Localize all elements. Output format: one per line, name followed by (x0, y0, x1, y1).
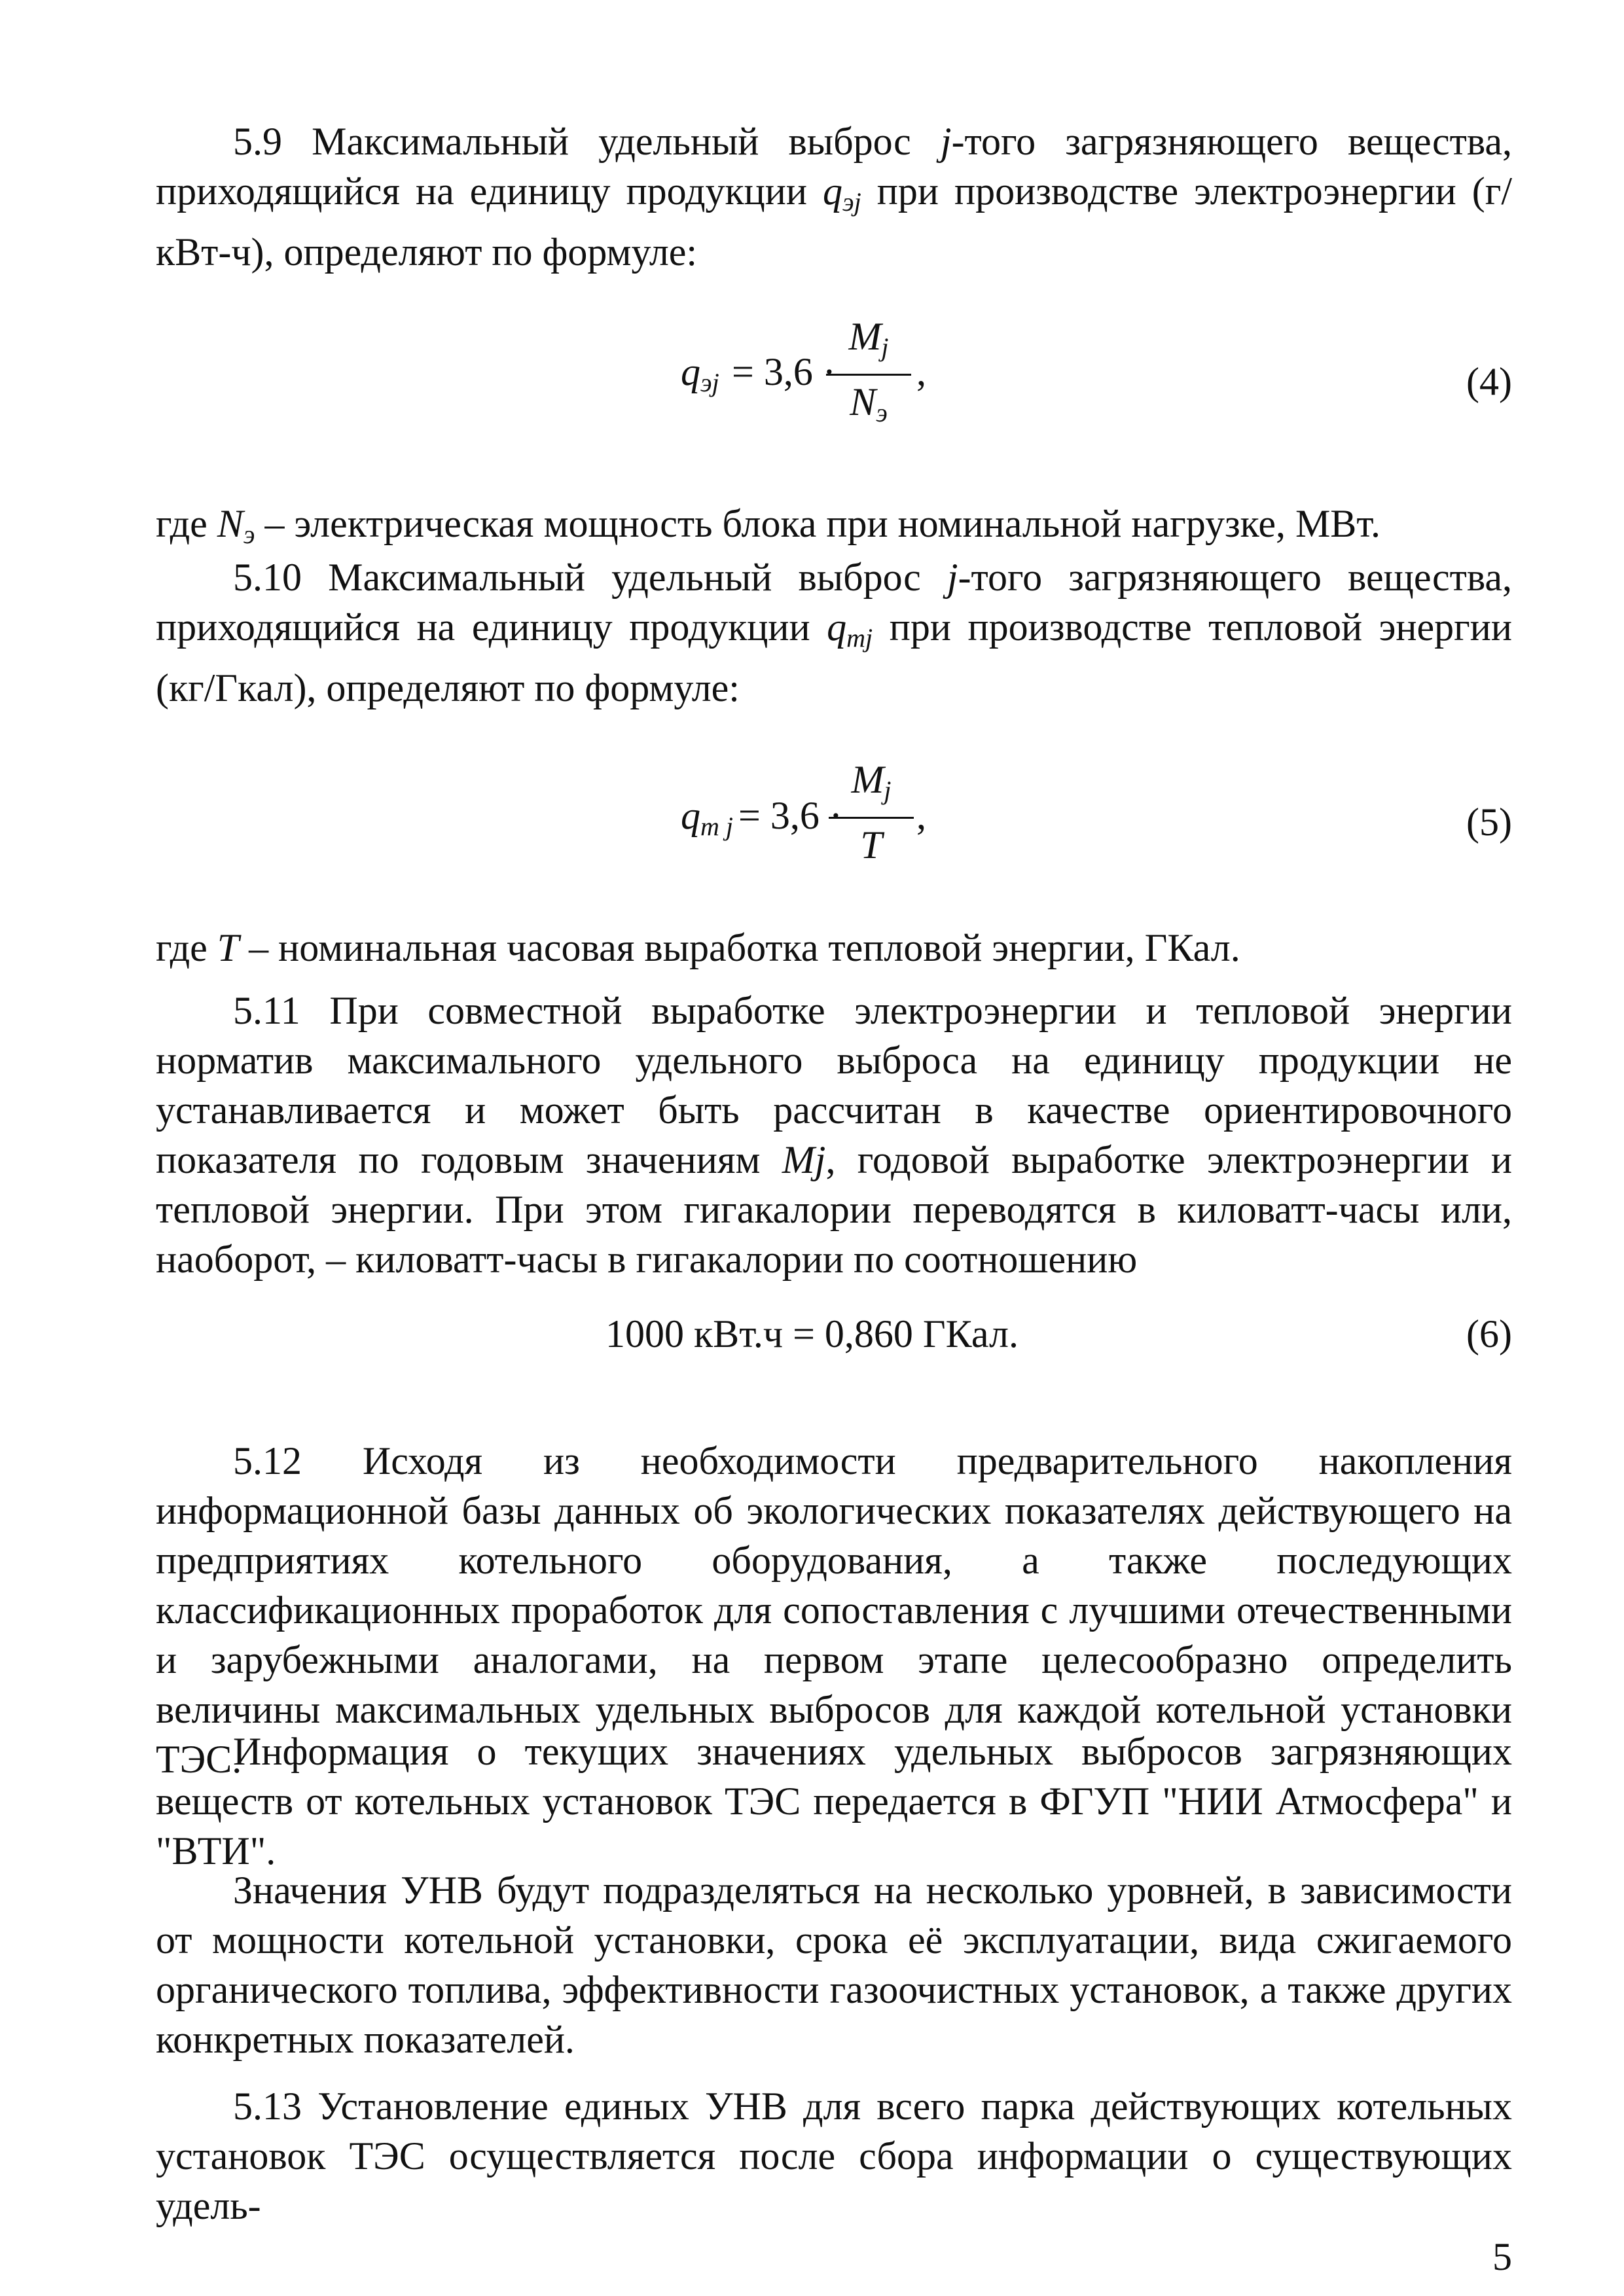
var-j: j (940, 120, 952, 163)
formula-5-lhs: $q_{т j}$ (681, 794, 733, 841)
formula-4-denominator: $N_э$ (850, 380, 888, 427)
page-number: 5 (1492, 2235, 1512, 2278)
text: -того загрязняющего вещества, приходящийся на единицу продукции (156, 120, 1512, 213)
paragraph-information: Информация о текущих значениях удельных выбросов загрязняющих веществ от котельных установок ТЭС передается в ФГУП "НИИ Атмосфера" и "ВТИ". (156, 1730, 1512, 1873)
formula-4-numerator: $M_j$ (848, 315, 889, 362)
equation-number-6: (6) (1466, 1312, 1512, 1355)
paragraph-5-11: 5.11 При совместной выработке электроэнергии и тепловой энергии норматив максимального удельного выброса на единицу продукции не устанавливается и может быть рассчитан в качестве ориентировочного показателя по годовым значениям Mj, годовой выработке электроэнергии и тепловой энергии. При этом гигакалории переводятся в киловатт-часы или, наоборот, – киловатт-часы в гигакалории по соотношению (156, 989, 1512, 1281)
paragraph-5-9 (156, 117, 1512, 277)
formula-4-lhs: $q_{эj}$ (681, 350, 719, 397)
formula-5-denominator: T (860, 823, 882, 867)
paragraph-5-13: 5.13 Установление единых УНВ для всего парка действующих котельных установок ТЭС осуществляется после сбора информации о существующих удель- (156, 2085, 1512, 2227)
fraction-bar (826, 374, 911, 376)
var-q: q (822, 170, 842, 213)
subscript: эj (842, 187, 861, 217)
paragraph-unv-levels: Значения УНВ будут подразделяться на несколько уровней, в зависимости от мощности котельной установки, срока её эксплуатации, вида сжигаемого органического топлива, эффективности газоочистных установок, а также других конкретных показателей. (156, 1869, 1512, 2061)
formula-5-equals: = 3,6 · (738, 794, 842, 837)
fraction-bar (829, 817, 914, 819)
text: при производстве электроэнергии (г/кВт-ч), определяют по формуле: (156, 170, 1512, 274)
formula-5-numerator: $M_j$ (851, 758, 892, 805)
paragraph-5-10: 5.10 Максимальный удельный выброс j-того загрязняющего вещества, приходящийся на единицу продукции $q_{тj}$ при производстве тепловой энергии (кг/Гкал), определяют по формуле: (156, 556, 1512, 709)
formula-5-fraction (829, 756, 914, 869)
formula-4-fraction (826, 313, 911, 437)
text: 5.9 Максимальный удельный выброс (233, 120, 941, 163)
formula-6-text: 1000 кВт.ч = 0,860 ГКал. (605, 1312, 1019, 1355)
paragraph-5-12: 5.12 Исходя из необходимости предварительного накопления информационной базы данных об экологических показателях действующего на предприятиях котельного оборудования, а также последующих классификационных проработок для сопоставления с лучшими отечественными и зарубежными аналогами, на первом этапе целесообразно определить величины максимальных удельных выбросов для каждой котельной установки ТЭС. (156, 1439, 1512, 1781)
definition-T: где T – номинальная часовая выработка тепловой энергии, ГКал. (156, 926, 1240, 969)
formula-5-comma: , (916, 794, 926, 837)
definition-N: где $N_э$ – электрическая мощность блока при номинальной нагрузке, МВт. (156, 502, 1381, 549)
equation-number-5: (5) (1466, 800, 1512, 844)
equation-number-4: (4) (1466, 360, 1512, 403)
formula-4-equals: = 3,6 · (732, 350, 836, 393)
formula-4-comma: , (916, 350, 926, 393)
